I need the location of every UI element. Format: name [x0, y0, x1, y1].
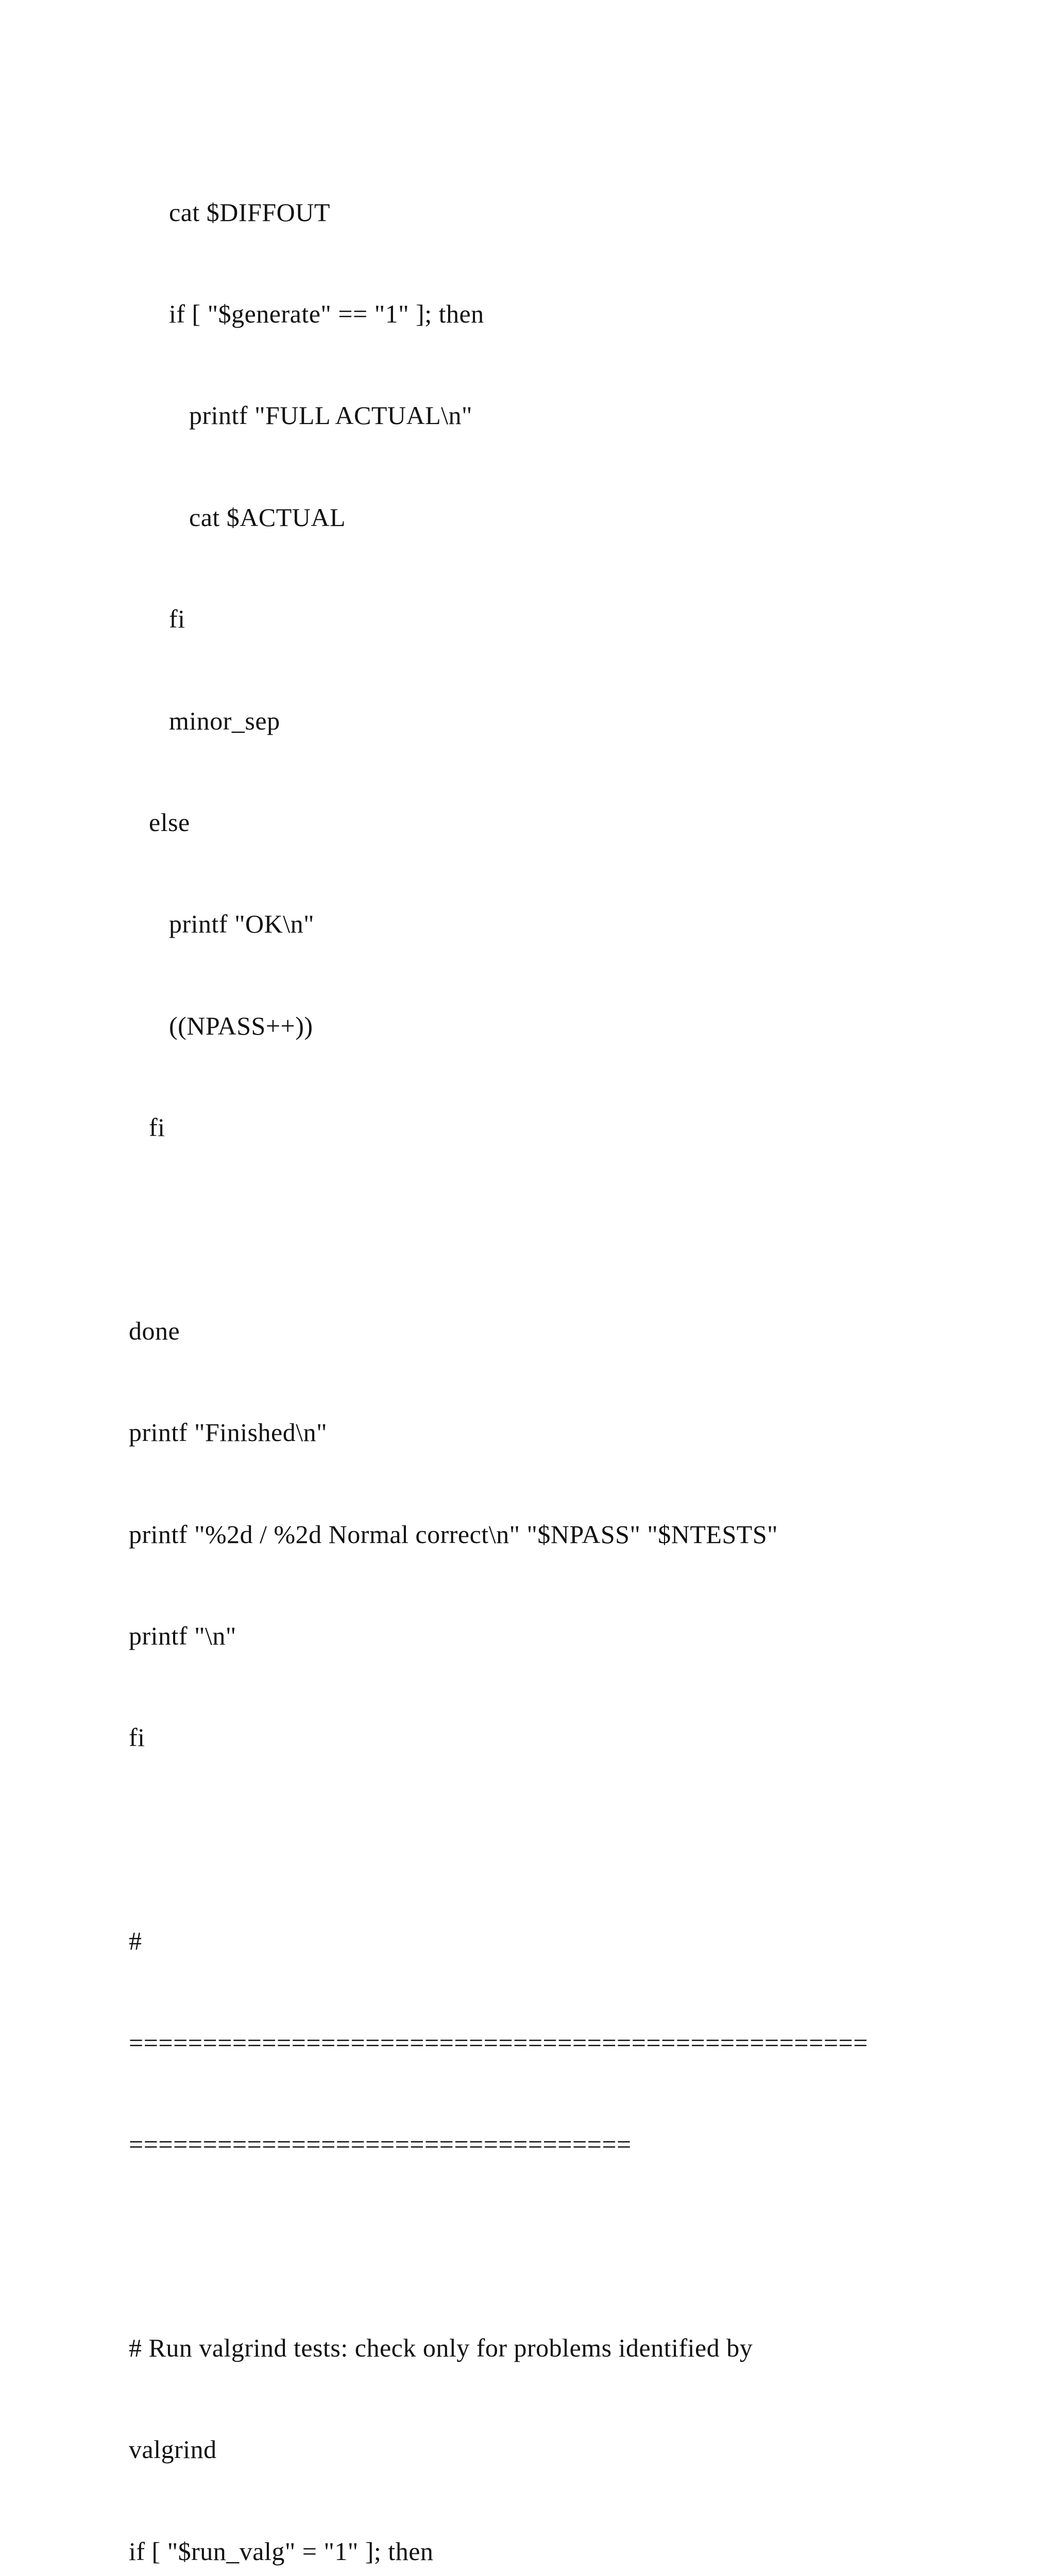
- blank-line: [129, 1823, 984, 1857]
- code-line: ((NPASS++)): [129, 1011, 313, 1040]
- code-line: printf "Finished\n": [129, 1418, 328, 1447]
- code-line: printf "FULL ACTUAL\n": [129, 401, 472, 430]
- code-line: printf "OK\n": [129, 909, 315, 939]
- code-line: else: [129, 807, 190, 837]
- shell-script-code-block: [129, 128, 984, 2576]
- blank-line: [129, 2229, 984, 2263]
- code-line: printf "\n": [129, 1621, 236, 1651]
- code-line: if [ "$generate" == "1" ]; then: [129, 299, 484, 328]
- separator-line: ==================================================: [129, 2028, 868, 2057]
- code-line: fi: [129, 1113, 165, 1142]
- code-line: fi: [129, 1723, 145, 1752]
- code-line: if [ "$run_valg" = "1" ]; then: [129, 2536, 434, 2566]
- code-line: done: [129, 1316, 180, 1345]
- separator-line: ==================================: [129, 2130, 632, 2159]
- code-line: minor_sep: [129, 706, 280, 735]
- blank-line: [129, 1213, 984, 1247]
- comment-line: valgrind: [129, 2435, 217, 2464]
- code-line: cat $ACTUAL: [129, 502, 346, 532]
- code-line: fi: [129, 604, 185, 634]
- code-line: cat $DIFFOUT: [129, 197, 330, 227]
- comment-line: # Run valgrind tests: check only for problems identified by: [129, 2333, 753, 2362]
- comment-line: #: [129, 1926, 142, 1956]
- code-line: printf "%2d / %2d Normal correct\n" "$NPASS" "$NTESTS": [129, 1519, 778, 1549]
